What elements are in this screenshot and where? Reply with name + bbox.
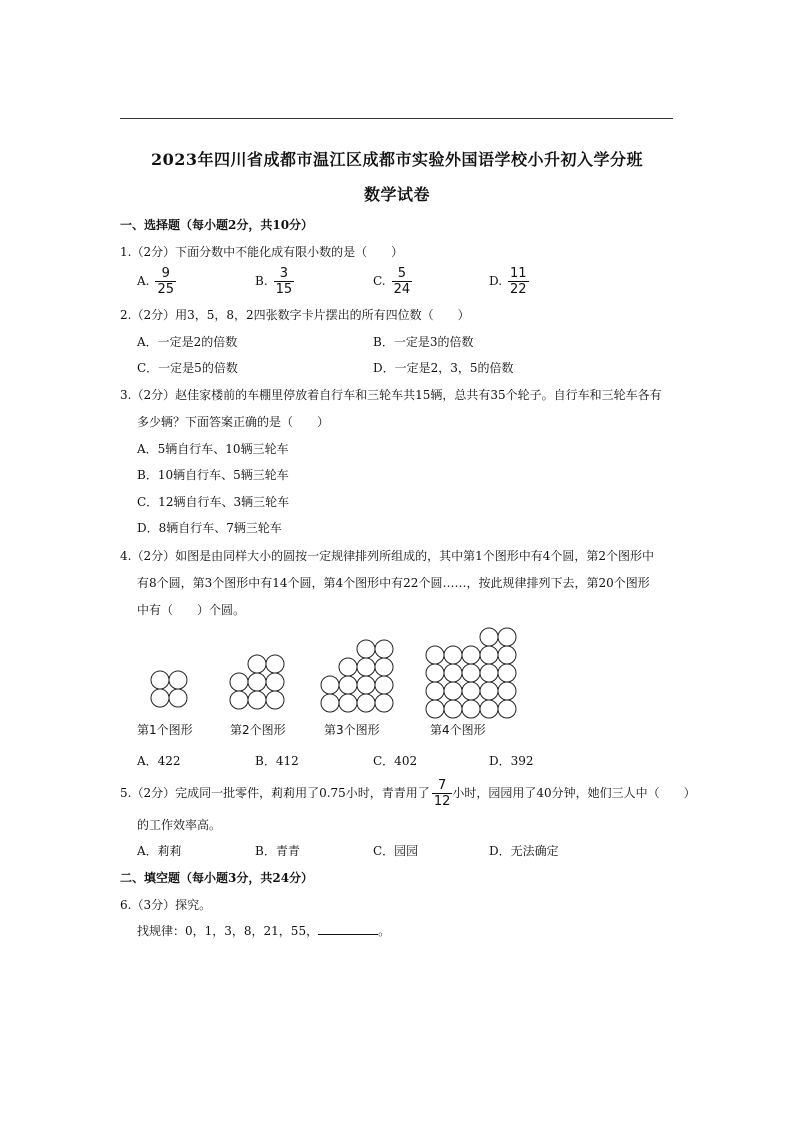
header-rule bbox=[120, 118, 673, 119]
q4-option-c: C．402 bbox=[373, 754, 418, 768]
q5-stem-line2: 的工作效率高。 bbox=[137, 818, 222, 832]
q2-option-a: A．一定是2的倍数 bbox=[137, 335, 238, 349]
q3-option-a: A．5辆自行车、10辆三轮车 bbox=[137, 442, 289, 456]
circle-figure-4 bbox=[425, 627, 519, 721]
circle-figure-2 bbox=[229, 654, 289, 712]
q1-option-d: D. $\frac{11}{22}$ bbox=[489, 266, 527, 297]
q1-option-c: C. $\frac{5}{24}$ bbox=[373, 266, 411, 297]
exam-title: 2023年四川省成都市温江区成都市实验外国语学校小升初入学分班 bbox=[150, 150, 644, 169]
q4-option-a: A．422 bbox=[137, 754, 181, 768]
q3-stem-line1: 3.（2分）赵佳家楼前的车棚里停放着自行车和三轮车共15辆，总共有35个轮子。自行车和三轮车各有 bbox=[120, 388, 662, 402]
figure-4-caption: 第4个图形 bbox=[430, 723, 486, 737]
q4-stem-line3: 中有（ ）个圆。 bbox=[137, 603, 246, 617]
q3-stem-line2: 多少辆？下面答案正确的是（ ） bbox=[137, 415, 330, 429]
q5-option-c: C．园园 bbox=[373, 844, 419, 858]
q2-stem: 2.（2分）用3，5，8，2四张数字卡片摆出的所有四位数（ ） bbox=[120, 308, 470, 322]
q1-option-b: B. $\frac{3}{15}$ bbox=[255, 266, 293, 297]
q2-option-b: B．一定是3的倍数 bbox=[373, 335, 474, 349]
figure-1-caption: 第1个图形 bbox=[137, 723, 193, 737]
circle-figure-1 bbox=[150, 670, 190, 710]
q5-stem-line1: 5.（2分）完成同一批零件，莉莉用了0.75小时，青青用了 $\frac{7}{12}$ 小时，园园用了40分钟，她们三人中（ ） bbox=[120, 778, 696, 809]
q5-option-d: D．无法确定 bbox=[489, 844, 559, 858]
section-2-heading: 二、填空题（每小题3分，共24分） bbox=[120, 871, 314, 885]
q4-stem-line1: 4.（2分）如图是由同样大小的圆按一定规律排列所组成的，其中第1个图形中有4个圆，第2个图形中 bbox=[120, 549, 654, 563]
circle-figure-3 bbox=[320, 639, 396, 715]
q1-stem: 1.（2分）下面分数中不能化成有限小数的是（ ） bbox=[120, 245, 404, 259]
q3-option-c: C．12辆自行车、3辆三轮车 bbox=[137, 495, 290, 509]
q6-stem: 6.（3分）探究。 bbox=[120, 898, 212, 912]
q3-option-b: B．10辆自行车、5辆三轮车 bbox=[137, 468, 289, 482]
section-1-heading: 一、选择题（每小题2分，共10分） bbox=[120, 218, 314, 232]
q6-answer-blank bbox=[318, 924, 378, 935]
q1-option-a: A. $\frac{9}{25}$ bbox=[137, 266, 175, 297]
q4-option-d: D．392 bbox=[489, 754, 534, 768]
q2-option-c: C．一定是5的倍数 bbox=[137, 361, 238, 375]
q5-option-a: A．莉莉 bbox=[137, 844, 182, 858]
q2-option-d: D．一定是2，3，5的倍数 bbox=[373, 361, 514, 375]
q4-option-b: B．412 bbox=[255, 754, 299, 768]
figure-3-caption: 第3个图形 bbox=[324, 723, 380, 737]
q6-sequence: 找规律：0，1，3，8，21，55， 。 bbox=[137, 924, 391, 938]
q3-option-d: D．8辆自行车、7辆三轮车 bbox=[137, 521, 282, 535]
figure-2-caption: 第2个图形 bbox=[230, 723, 286, 737]
q4-stem-line2: 有8个圆，第3个图形中有14个圆，第4个图形中有22个圆……，按此规律排列下去，第20个图形 bbox=[137, 576, 650, 590]
q5-option-b: B．青青 bbox=[255, 844, 300, 858]
exam-subtitle: 数学试卷 bbox=[363, 185, 430, 204]
